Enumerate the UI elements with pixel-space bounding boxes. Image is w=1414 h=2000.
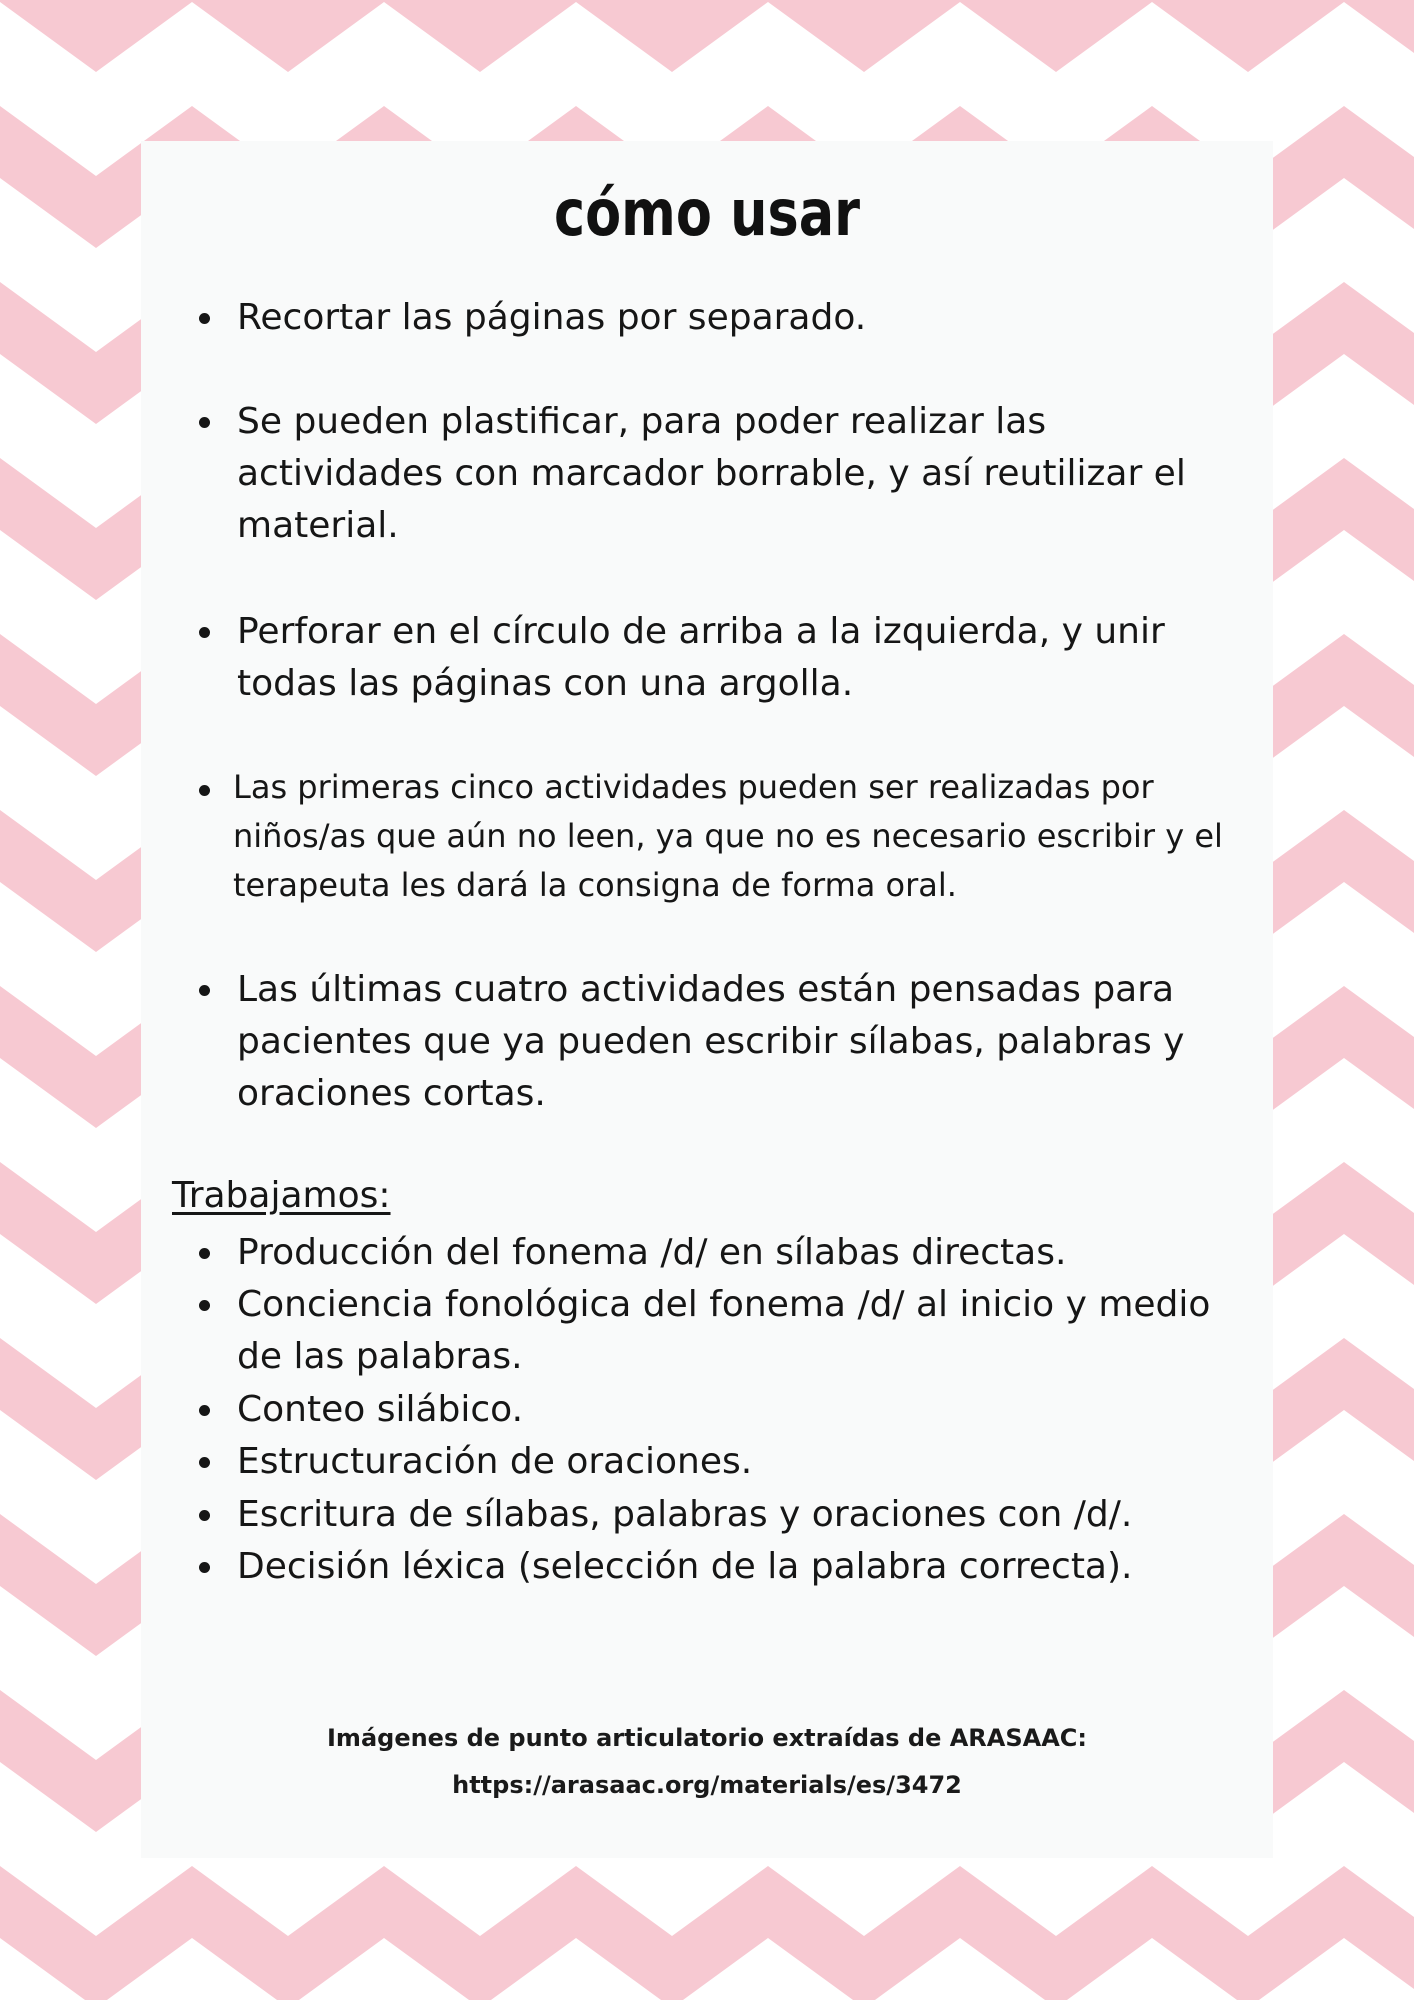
worked-item: Estructuración de oraciones. — [237, 1441, 753, 1482]
bullet-icon — [199, 1300, 210, 1311]
bullet-icon — [199, 417, 210, 428]
bullet-icon — [199, 985, 210, 996]
credit-url: https://arasaac.org/materials/es/3472 — [452, 1771, 962, 1799]
chevron-band — [0, 1866, 1414, 2000]
bullet-icon — [199, 1510, 210, 1521]
instruction-item: Las primeras cinco actividades pueden ser realizadas por niños/as que aún no leen, ya que no es necesario escribir y el terapeuta les dará la consigna de forma oral. — [233, 768, 1223, 904]
worked-item: Escritura de sílabas, palabras y oraciones con /d/. — [237, 1494, 1133, 1535]
worked-item: Conciencia fonológica del fonema /d/ al inicio y medio de las palabras. — [237, 1284, 1211, 1377]
bullet-icon — [199, 1457, 210, 1468]
bullet-icon — [199, 313, 210, 324]
instruction-item: Las últimas cuatro actividades están pensadas para pacientes que ya pueden escribir sílabas, palabras y oraciones cortas. — [237, 969, 1185, 1114]
bullet-icon — [199, 1562, 210, 1573]
instruction-item: Perforar en el círculo de arriba a la izquierda, y unir todas las páginas con una argolla. — [237, 611, 1165, 704]
worked-heading: Trabajamos: — [172, 1175, 391, 1216]
instruction-item: Se pueden plastificar, para poder realizar las actividades con marcador borrable, y así reutilizar el material. — [237, 401, 1186, 546]
chevron-band — [0, 0, 1414, 72]
credit-line: Imágenes de punto articulatorio extraídas de ARASAAC: — [327, 1724, 1087, 1752]
worked-item: Decisión léxica (selección de la palabra correcta). — [237, 1546, 1133, 1587]
instructions-card — [141, 141, 1273, 1858]
bullet-icon — [199, 1248, 210, 1259]
worked-item: Producción del fonema /d/ en sílabas directas. — [237, 1232, 1067, 1273]
bullet-icon — [199, 785, 210, 796]
instruction-item: Recortar las páginas por separado. — [237, 297, 867, 338]
page-title: cómo usar — [553, 177, 861, 251]
worked-item: Conteo silábico. — [237, 1389, 524, 1430]
bullet-icon — [199, 627, 210, 638]
bullet-icon — [199, 1405, 210, 1416]
